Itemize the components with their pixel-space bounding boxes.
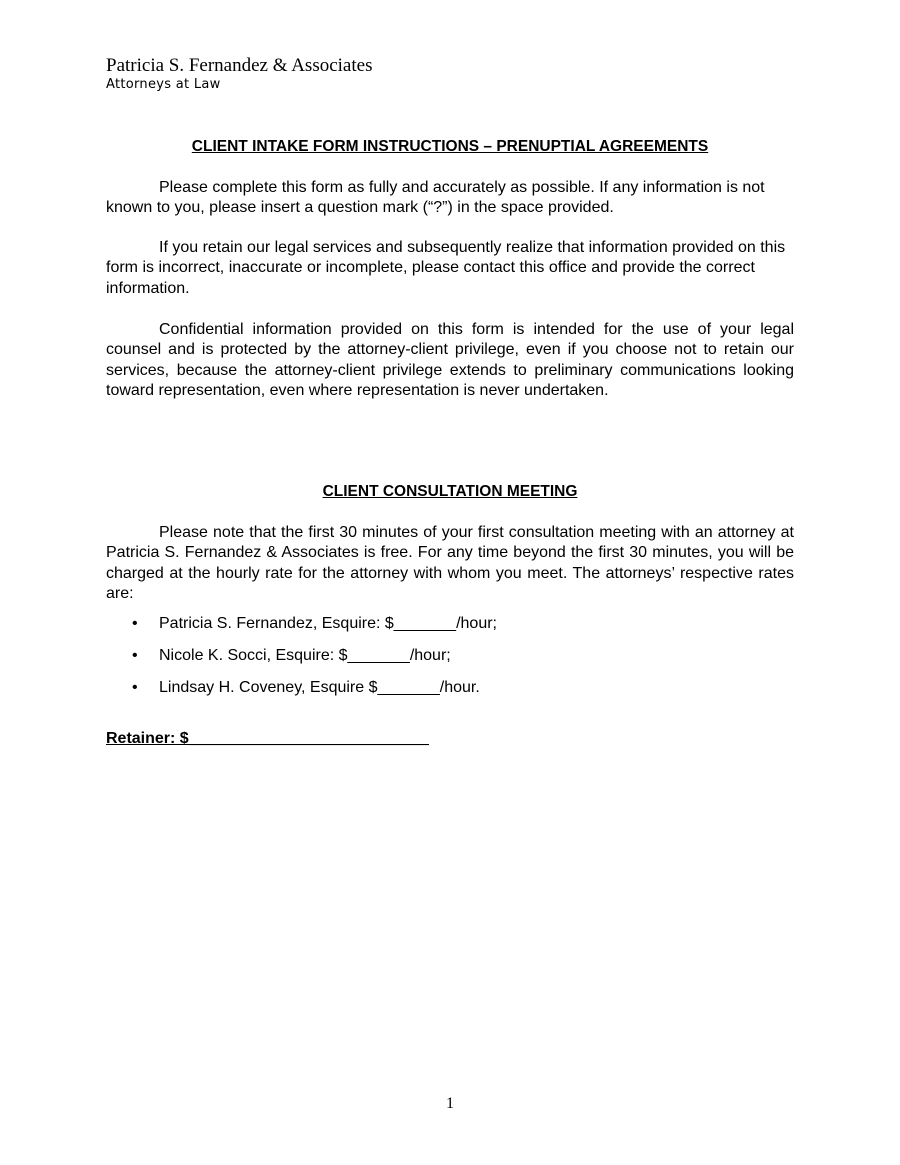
- retainer-field: Retainer: $___________________________: [106, 730, 429, 747]
- rate-list-item-fernandez: [106, 614, 794, 636]
- rate-text: Lindsay H. Coveney, Esquire $_______/hour.: [159, 679, 480, 696]
- rate-list-item-socci: [106, 646, 794, 668]
- intake-instructions-heading: CLIENT INTAKE FORM INSTRUCTIONS – PRENUPTIAL AGREEMENTS: [191, 138, 709, 155]
- rate-text: Patricia S. Fernandez, Esquire: $_______/hour;: [159, 615, 497, 632]
- instructions-paragraph-1: Please complete this form as fully and accurately as possible. If any information is not known to you, please insert a question mark (“?”) in the space provided.: [106, 179, 765, 217]
- consultation-meeting-heading: CLIENT CONSULTATION MEETING: [322, 483, 578, 500]
- page-number: 1: [446, 1095, 454, 1112]
- rate-list-item-coveney: [106, 678, 794, 700]
- letterhead-subtitle: Attorneys at Law: [106, 77, 221, 92]
- consultation-paragraph: Please note that the first 30 minutes of your first consultation meeting with an attorney at Patricia S. Fernandez & Associates is free. For any time beyond the first 30 minutes, you will be charged at the hourly rate for the attorney with whom you meet. The attorneys’ respective rates are:: [106, 524, 794, 602]
- instructions-paragraph-3: Confidential information provided on this form is intended for the use of your legal counsel and is protected by the attorney-client privilege, even if you choose not to retain our services, because the attorney-client privilege extends to preliminary communications looking toward representation, even where representation is never undertaken.: [106, 321, 794, 399]
- letterhead-firm-name: Patricia S. Fernandez & Associates: [106, 55, 373, 76]
- bullet-icon: •: [132, 679, 138, 696]
- instructions-paragraph-2: If you retain our legal services and subsequently realize that information provided on this form is incorrect, inaccurate or incomplete, please contact this office and provide the correct information.: [106, 239, 786, 297]
- rate-text: Nicole K. Socci, Esquire: $_______/hour;: [159, 647, 451, 664]
- bullet-icon: •: [132, 647, 138, 664]
- bullet-icon: •: [132, 615, 138, 632]
